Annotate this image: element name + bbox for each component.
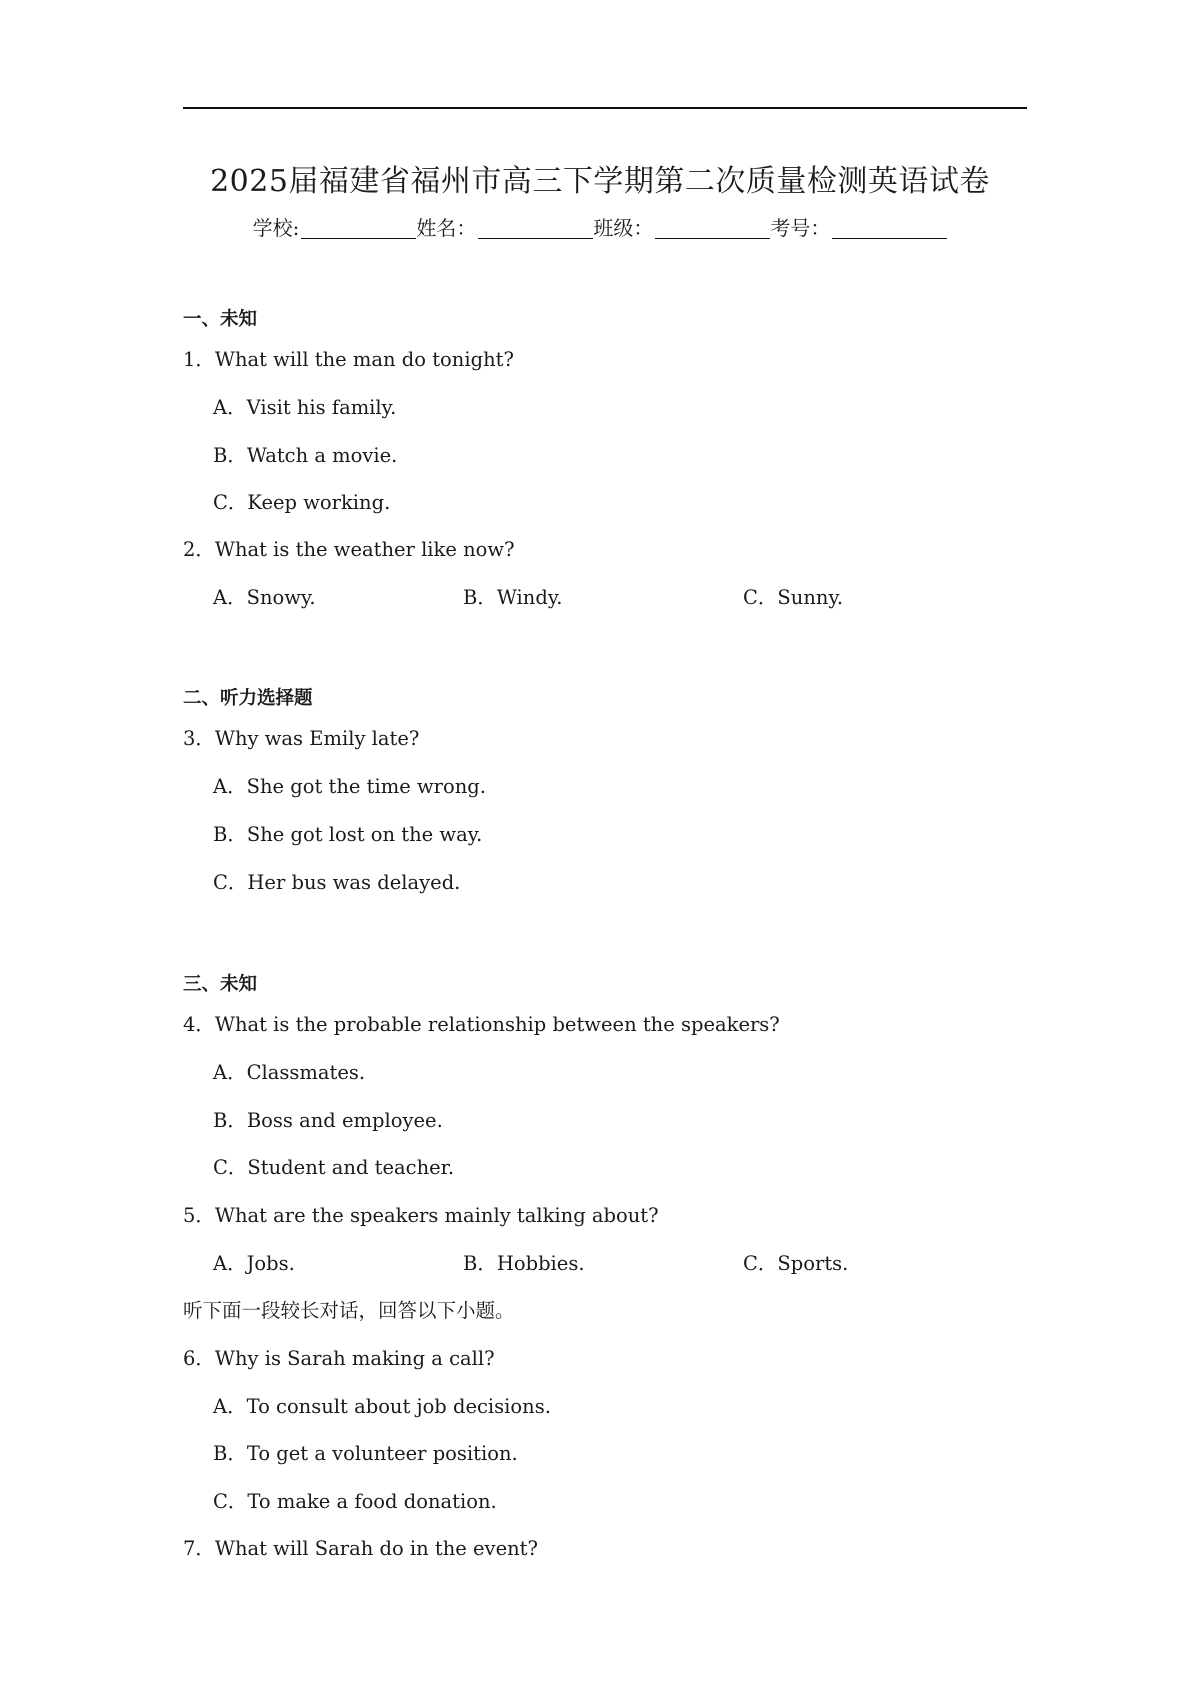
class-field [593, 212, 770, 241]
option-letter: C． [743, 586, 778, 609]
question-text: What is the probable relationship between the speakers? [214, 1013, 780, 1036]
option-text: Sunny. [777, 586, 844, 609]
option-2c[interactable] [743, 585, 843, 611]
question-text: What are the speakers mainly talking about? [214, 1204, 659, 1227]
option-4c[interactable] [213, 1155, 454, 1181]
question-6 [183, 1346, 495, 1372]
option-letter: C． [213, 871, 248, 894]
option-letter: C． [213, 1156, 248, 1179]
option-text: Her bus was delayed. [247, 871, 461, 894]
section-heading: 三、未知 [183, 974, 258, 995]
name-field [416, 212, 593, 241]
option-letter: B． [463, 1252, 497, 1275]
option-letter: C． [213, 1490, 248, 1513]
option-letter: A． [213, 775, 247, 798]
option-letter: B． [213, 1442, 247, 1465]
option-letter: C． [213, 491, 248, 514]
school-label: 学校: [252, 216, 300, 240]
option-text: Watch a movie. [246, 444, 398, 467]
question-text: Why was Emily late? [214, 727, 420, 750]
header-rule [183, 107, 1027, 109]
option-text: Snowy. [246, 586, 316, 609]
option-text: To make a food donation. [247, 1490, 497, 1513]
option-text: Keep working. [247, 491, 391, 514]
option-text: Hobbies. [496, 1252, 585, 1275]
question-3 [183, 726, 419, 752]
option-text: Boss and employee. [246, 1109, 443, 1132]
question-text: What is the weather like now? [214, 538, 515, 561]
option-letter: C． [743, 1252, 778, 1275]
question-7 [183, 1536, 538, 1562]
option-text: Student and teacher. [247, 1156, 455, 1179]
option-text: To get a volunteer position. [246, 1442, 518, 1465]
option-1a[interactable] [213, 395, 396, 421]
option-text: She got lost on the way. [246, 823, 483, 846]
option-letter: B． [213, 823, 247, 846]
option-6a[interactable] [213, 1394, 551, 1420]
exam-number-label: 考号： [770, 216, 831, 240]
option-5a[interactable] [213, 1251, 295, 1277]
option-2a[interactable] [213, 585, 316, 611]
class-blank[interactable] [655, 218, 770, 239]
option-5b[interactable] [463, 1251, 585, 1277]
exam-title: 2025届福建省福州市高三下学期第二次质量检测英语试卷 [210, 164, 990, 199]
option-text: Classmates. [246, 1061, 366, 1084]
section-heading: 一、未知 [183, 309, 258, 330]
option-text: Windy. [496, 586, 563, 609]
question-text: What will Sarah do in the event? [214, 1537, 538, 1560]
option-text: Jobs. [246, 1252, 295, 1275]
question-text: Why is Sarah making a call? [214, 1347, 495, 1370]
question-4 [183, 1012, 780, 1038]
name-blank[interactable] [478, 218, 593, 239]
listening-instruction: 听下面一段较长对话，回答以下小题。 [183, 1299, 515, 1322]
option-letter: B． [463, 586, 497, 609]
question-number: 4． [183, 1013, 215, 1036]
option-2b[interactable] [463, 585, 562, 611]
option-letter: A． [213, 396, 247, 419]
school-field [253, 212, 417, 241]
option-text: Visit his family. [246, 396, 397, 419]
option-letter: A． [213, 586, 247, 609]
option-letter: A． [213, 1395, 247, 1418]
question-number: 6． [183, 1347, 215, 1370]
option-1b[interactable] [213, 443, 397, 469]
option-3a[interactable] [213, 774, 486, 800]
option-3c[interactable] [213, 870, 460, 896]
option-text: She got the time wrong. [246, 775, 486, 798]
question-number: 3． [183, 727, 215, 750]
option-5c[interactable] [743, 1251, 848, 1277]
question-text: What will the man do tonight? [214, 348, 514, 371]
class-label: 班级： [593, 216, 654, 240]
school-blank[interactable] [301, 218, 416, 239]
student-info-row [0, 212, 1200, 241]
option-text: To consult about job decisions. [246, 1395, 551, 1418]
option-text: Sports. [777, 1252, 849, 1275]
option-3b[interactable] [213, 822, 482, 848]
section-heading: 二、听力选择题 [183, 688, 313, 709]
option-letter: B． [213, 1109, 247, 1132]
option-6b[interactable] [213, 1441, 518, 1467]
option-letter: B． [213, 444, 247, 467]
option-4b[interactable] [213, 1108, 443, 1134]
option-1c[interactable] [213, 490, 390, 516]
question-number: 5． [183, 1204, 215, 1227]
question-number: 7． [183, 1537, 215, 1560]
question-5 [183, 1203, 659, 1229]
exam-number-field [770, 212, 947, 241]
question-1 [183, 347, 514, 373]
name-label: 姓名： [416, 216, 477, 240]
option-4a[interactable] [213, 1060, 365, 1086]
option-letter: A． [213, 1061, 247, 1084]
question-number: 2． [183, 538, 215, 561]
question-2 [183, 537, 515, 563]
option-letter: A． [213, 1252, 247, 1275]
option-6c[interactable] [213, 1489, 497, 1515]
exam-number-blank[interactable] [832, 218, 947, 239]
question-number: 1． [183, 348, 215, 371]
